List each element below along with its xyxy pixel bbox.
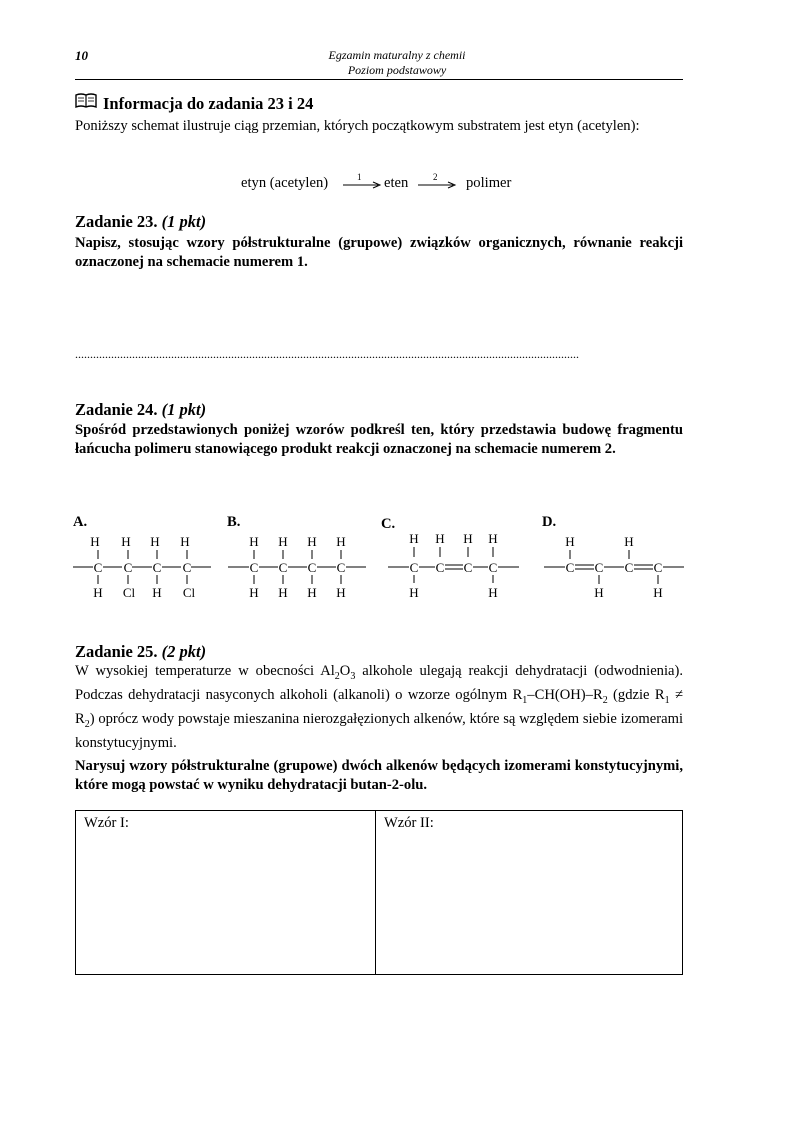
scheme-arrow-1-label: 1 (357, 172, 362, 182)
scheme-end: polimer (466, 175, 512, 191)
neq-symbol: ≠ (669, 686, 683, 703)
option-c-structure[interactable] (383, 528, 533, 600)
a-bottom-1: H (93, 585, 103, 600)
c-top-h1: H (409, 531, 419, 546)
task24-points: (1 pkt) (161, 400, 207, 419)
a-bottom-3: H (152, 585, 162, 600)
task23-instruction: Napisz, stosując wzory półstrukturalne (grupowe) związków organicznych, równanie reakcji oznaczonej na schemacie numerem 1. (75, 235, 683, 270)
d-chain-c3: C (624, 560, 634, 575)
book-icon (75, 93, 97, 114)
b-top-h1: H (249, 534, 259, 549)
answer-cell-formula-1[interactable] (76, 811, 376, 974)
b-top-h4: H (336, 534, 346, 549)
a-bottom-2: Cl (122, 585, 136, 600)
option-c-label[interactable]: C. (381, 516, 396, 532)
r1-subscript: 1 (522, 694, 528, 706)
option-a-label[interactable]: A. (73, 514, 88, 530)
c-top-h4: H (488, 531, 498, 546)
c-top-h3: H (463, 531, 473, 546)
option-d-structure[interactable] (540, 530, 690, 602)
header-title-line1: Egzamin maturalny z chemii (328, 48, 466, 62)
info-text: Poniższy schemat ilustruje ciąg przemian, których początkowym substratem jest etyn (acetylen): (75, 118, 640, 134)
a-chain-c1: C (93, 560, 103, 575)
task25-text-p2: alkohole ulegają reakcji dehydratacji (odwodnienia). Podczas dehydratacji nasyconych alkoholi (alkanoli) o wzorze ogólnym (75, 663, 684, 703)
c-bottom-2: H (488, 585, 498, 600)
r2-subscript: 2 (602, 694, 608, 706)
scheme-middle: eten (384, 175, 409, 191)
c-top-h2: H (435, 531, 445, 546)
al-symbol: Al (320, 663, 335, 679)
b-top-h2: H (278, 534, 288, 549)
b-bottom-3: H (307, 585, 317, 600)
info-heading (75, 93, 313, 114)
scheme-start: etyn (acetylen) (241, 175, 329, 191)
b-chain-c1: C (249, 560, 259, 575)
scheme-arrow-2-label: 2 (433, 172, 438, 182)
al-subscript: 2 (334, 670, 340, 682)
option-b-structure[interactable] (225, 530, 375, 602)
task25-text-p1: W wysokiej temperaturze w obecności (75, 663, 321, 679)
c-chain-c4: C (488, 560, 498, 575)
scheme-arrow-1 (342, 173, 382, 198)
r2b-subscript: 2 (84, 718, 90, 730)
formula-middle: –CH(OH)– (527, 686, 593, 703)
formula-close: ) (89, 710, 95, 727)
a-top-h1: H (90, 534, 100, 549)
task25-instruction: Narysuj wzory półstrukturalne (grupowe) dwóch alkenów będących izomerami konstytucyjnymi, które mogą powstać w wyniku dehydratacji butan-2-olu. (75, 758, 683, 793)
task24-title: Zadanie 24. (75, 400, 158, 419)
task23-points: (1 pkt) (161, 212, 207, 231)
d-top-h2: H (624, 534, 634, 549)
a-chain-c4: C (182, 560, 192, 575)
r2-symbol: R (592, 686, 603, 703)
task24-heading (75, 400, 206, 420)
d-chain-c4: C (653, 560, 663, 575)
r1b-subscript: 1 (664, 694, 670, 706)
task25-text-p3: oprócz wody powstaje mieszanina nierozgałęzionych alkenów, które są względem siebie izomerami konstytucyjnymi. (75, 710, 683, 751)
al2o3-formula (320, 663, 356, 682)
page-number: 10 (75, 48, 88, 63)
task25-answer-table (75, 810, 683, 975)
r1b-symbol: R (654, 686, 665, 703)
r1-symbol: R (512, 686, 523, 703)
a-top-h3: H (150, 534, 160, 549)
d-chain-c2: C (594, 560, 604, 575)
formula-1-label: Wzór I: (84, 815, 129, 831)
o-symbol: O (339, 663, 351, 679)
d-bottom-2: H (653, 585, 663, 600)
b-chain-c3: C (307, 560, 317, 575)
b-bottom-2: H (278, 585, 288, 600)
b-bottom-1: H (249, 585, 259, 600)
o-subscript: 3 (350, 670, 356, 682)
option-d-label[interactable]: D. (542, 514, 557, 530)
task25-heading (75, 642, 206, 662)
b-chain-c2: C (278, 560, 288, 575)
b-chain-c4: C (336, 560, 346, 575)
a-chain-c3: C (152, 560, 162, 575)
a-top-h2: H (121, 534, 131, 549)
formula-gdzie: (gdzie (607, 686, 655, 703)
b-bottom-4: H (336, 585, 346, 600)
a-top-h4: H (180, 534, 190, 549)
d-top-h1: H (565, 534, 575, 549)
c-bottom-1: H (409, 585, 419, 600)
r2b-symbol: R (75, 710, 85, 727)
page-header-title (0, 48, 794, 78)
d-chain-c1: C (565, 560, 575, 575)
task23-heading (75, 212, 206, 232)
task23-title: Zadanie 23. (75, 212, 158, 231)
answer-cell-formula-2[interactable] (376, 811, 682, 974)
task25-title: Zadanie 25. (75, 642, 158, 661)
task25-text (75, 662, 683, 753)
d-bottom-1: H (594, 585, 604, 600)
c-chain-c1: C (409, 560, 419, 575)
a-bottom-4: Cl (182, 585, 196, 600)
option-b-label[interactable]: B. (227, 514, 241, 530)
c-chain-c3: C (463, 560, 473, 575)
info-title: Informacja do zadania 23 i 24 (103, 93, 314, 113)
header-rule (75, 79, 683, 80)
a-chain-c2: C (123, 560, 133, 575)
task23-answer-line[interactable]: ........................................................................................................................................................................ (75, 347, 579, 361)
b-top-h3: H (307, 534, 317, 549)
c-chain-c2: C (435, 560, 445, 575)
option-a-structure[interactable] (70, 530, 220, 602)
task24-instruction: Spośród przedstawionych poniżej wzorów podkreśl ten, który przedstawia budowę fragmentu łańcucha polimeru stanowiącego produkt reakcji oznaczonej na schemacie numerem 2. (75, 422, 683, 457)
task25-points: (2 pkt) (161, 642, 207, 661)
header-title-line2: Poziom podstawowy (347, 63, 447, 77)
formula-2-label: Wzór II: (384, 815, 434, 831)
